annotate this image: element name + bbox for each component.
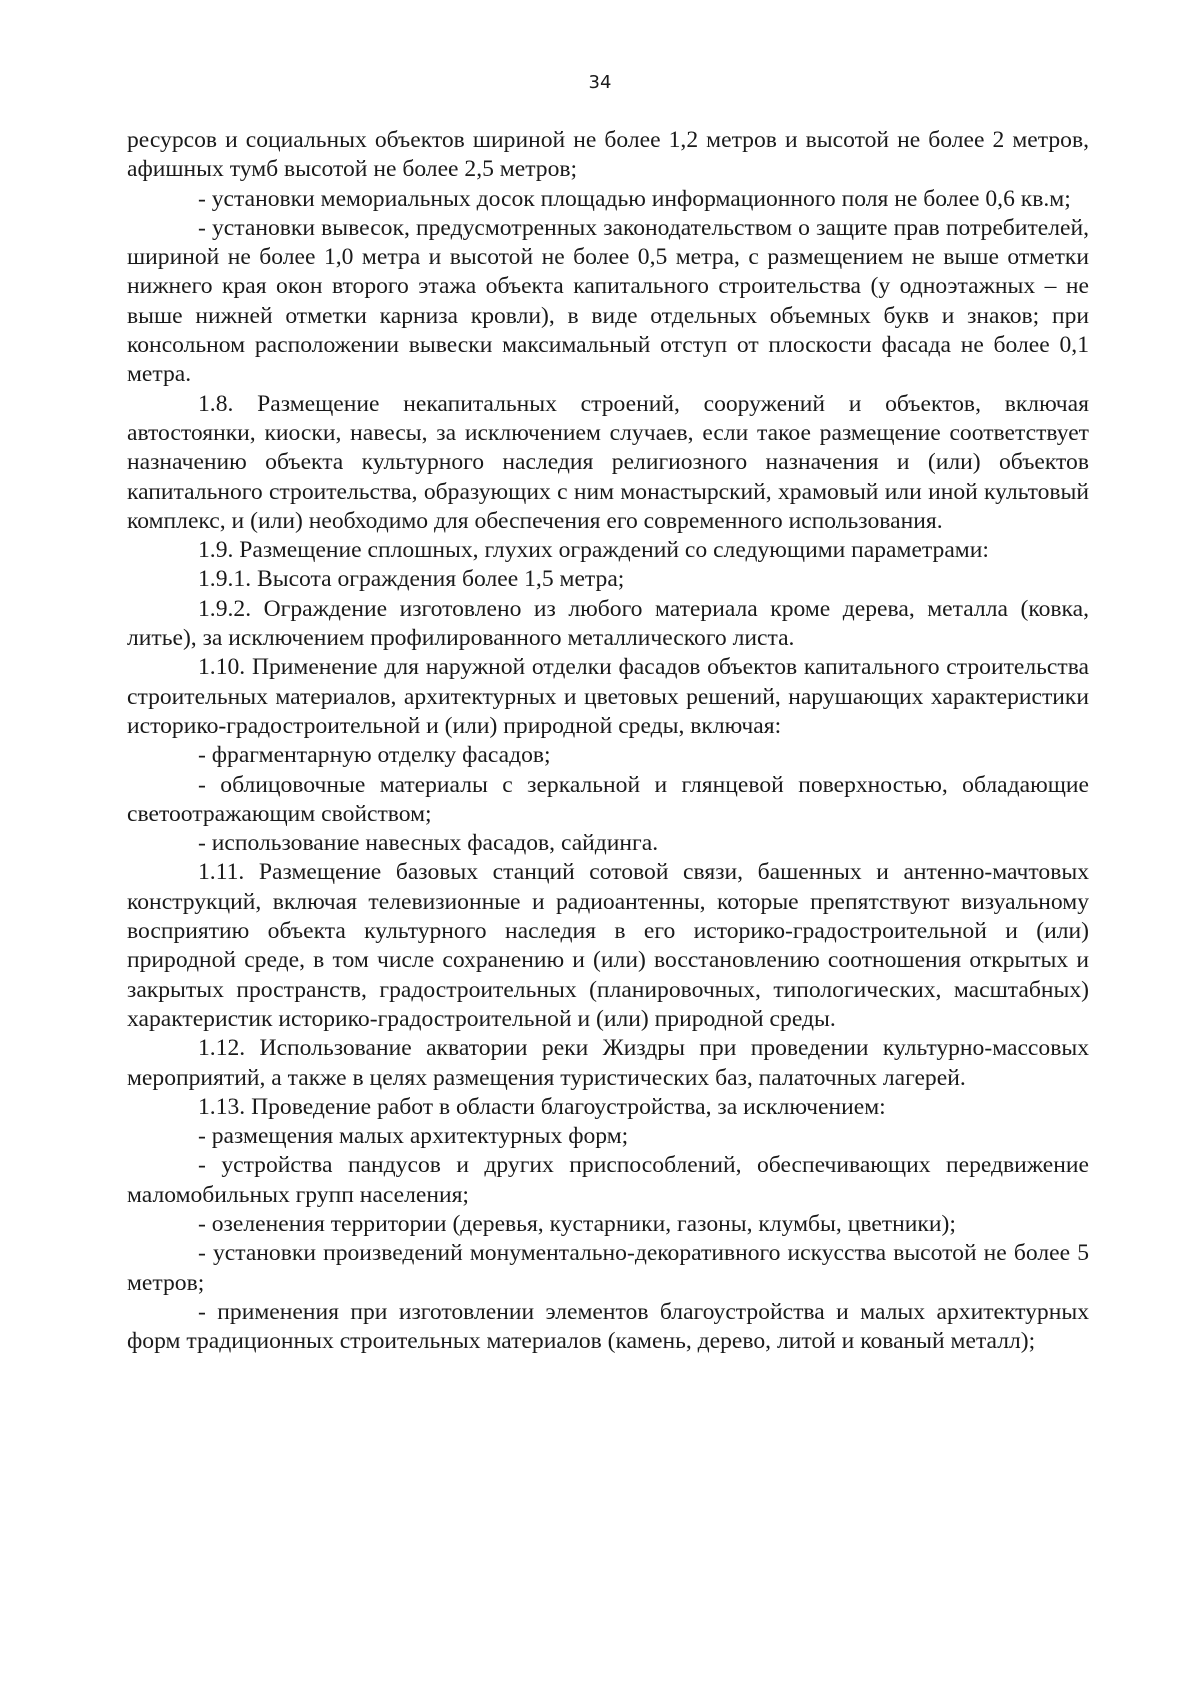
paragraph: - установки вывесок, предусмотренных законодательством о защите прав потребителей, шириной не более 1,0 метра и высотой не более 0,5 метра, с размещением не выше отметки нижнего края окон второго этажа объекта капитального строительства (у одноэтажных – не выше нижней отметки карниза кровли), в виде отдельных объемных букв и знаков; при консольном расположении вывески максимальный отступ от плоскости фасада не более 0,1 метра.: [127, 214, 1089, 388]
paragraph: - использование навесных фасадов, сайдинга.: [198, 830, 659, 857]
page-number: 34: [588, 72, 612, 93]
document-body: [127, 126, 1089, 1356]
paragraph: - устройства пандусов и других приспособлений, обеспечивающих передвижение маломобильных групп населения;: [127, 1152, 1089, 1208]
paragraph: 1.13. Проведение работ в области благоустройства, за исключением:: [198, 1093, 886, 1120]
paragraph: - установки произведений монументально-декоративного искусства высотой не более 5 метров;: [127, 1240, 1089, 1296]
paragraph: 1.8. Размещение некапитальных строений, сооружений и объектов, включая автостоянки, киоски, навесы, за исключением случаев, если такое размещение соответствует назначению объекта культурного наследия религиозного назначения и (или) объектов капитального строительства, образующих с ним монастырский, храмовый или иной культовый комплекс, и (или) необходимо для обеспечения его современного использования.: [127, 390, 1089, 534]
paragraph: - размещения малых архитектурных форм;: [198, 1123, 629, 1150]
paragraph: 1.9.2. Ограждение изготовлено из любого материала кроме дерева, металла (ковка, литье), за исключением профилированного металлического листа.: [127, 595, 1089, 652]
paragraph: 1.12. Использование акватории реки Жиздры при проведении культурно-массовых мероприятий, а также в целях размещения туристических баз, палаточных лагерей.: [127, 1035, 1089, 1091]
paragraph: - озеленения территории (деревья, кустарники, газоны, клумбы, цветники);: [198, 1210, 956, 1237]
paragraph: - установки мемориальных досок площадью информационного поля не более 0,6 кв.м;: [198, 185, 1071, 212]
paragraph: 1.9.1. Высота ограждения более 1,5 метра;: [198, 566, 625, 593]
paragraph: 1.9. Размещение сплошных, глухих ограждений со следующими параметрами:: [198, 537, 989, 564]
paragraph: - применения при изготовлении элементов благоустройства и малых архитектурных форм традиционных строительных материалов (камень, дерево, литой и кованый металл);: [127, 1298, 1089, 1355]
paragraph: - фрагментарную отделку фасадов;: [198, 742, 551, 769]
paragraph: - облицовочные материалы с зеркальной и глянцевой поверхностью, обладающие светоотражающим свойством;: [127, 771, 1089, 827]
paragraph: 1.11. Размещение базовых станций сотовой связи, башенных и антенно-мачтовых конструкций, включая телевизионные и радиоантенны, которые препятствуют визуальному восприятию объекта культурного наследия в его историко-градостроительной и (или) природной среде, в том числе сохранению и (или) восстановлению соотношения открытых и закрытых пространств, градостроительных (планировочных, типологических, масштабных) характеристик историко-градостроительной и (или) природной среды.: [127, 859, 1089, 1032]
paragraph: ресурсов и социальных объектов шириной не более 1,2 метров и высотой не более 2 метров, афишных тумб высотой не более 2,5 метров;: [127, 127, 1089, 183]
paragraph: 1.10. Применение для наружной отделки фасадов объектов капитального строительства строительных материалов, архитектурных и цветовых решений, нарушающих характеристики историко-градостроительной и (или) природной среды, включая:: [127, 654, 1089, 739]
